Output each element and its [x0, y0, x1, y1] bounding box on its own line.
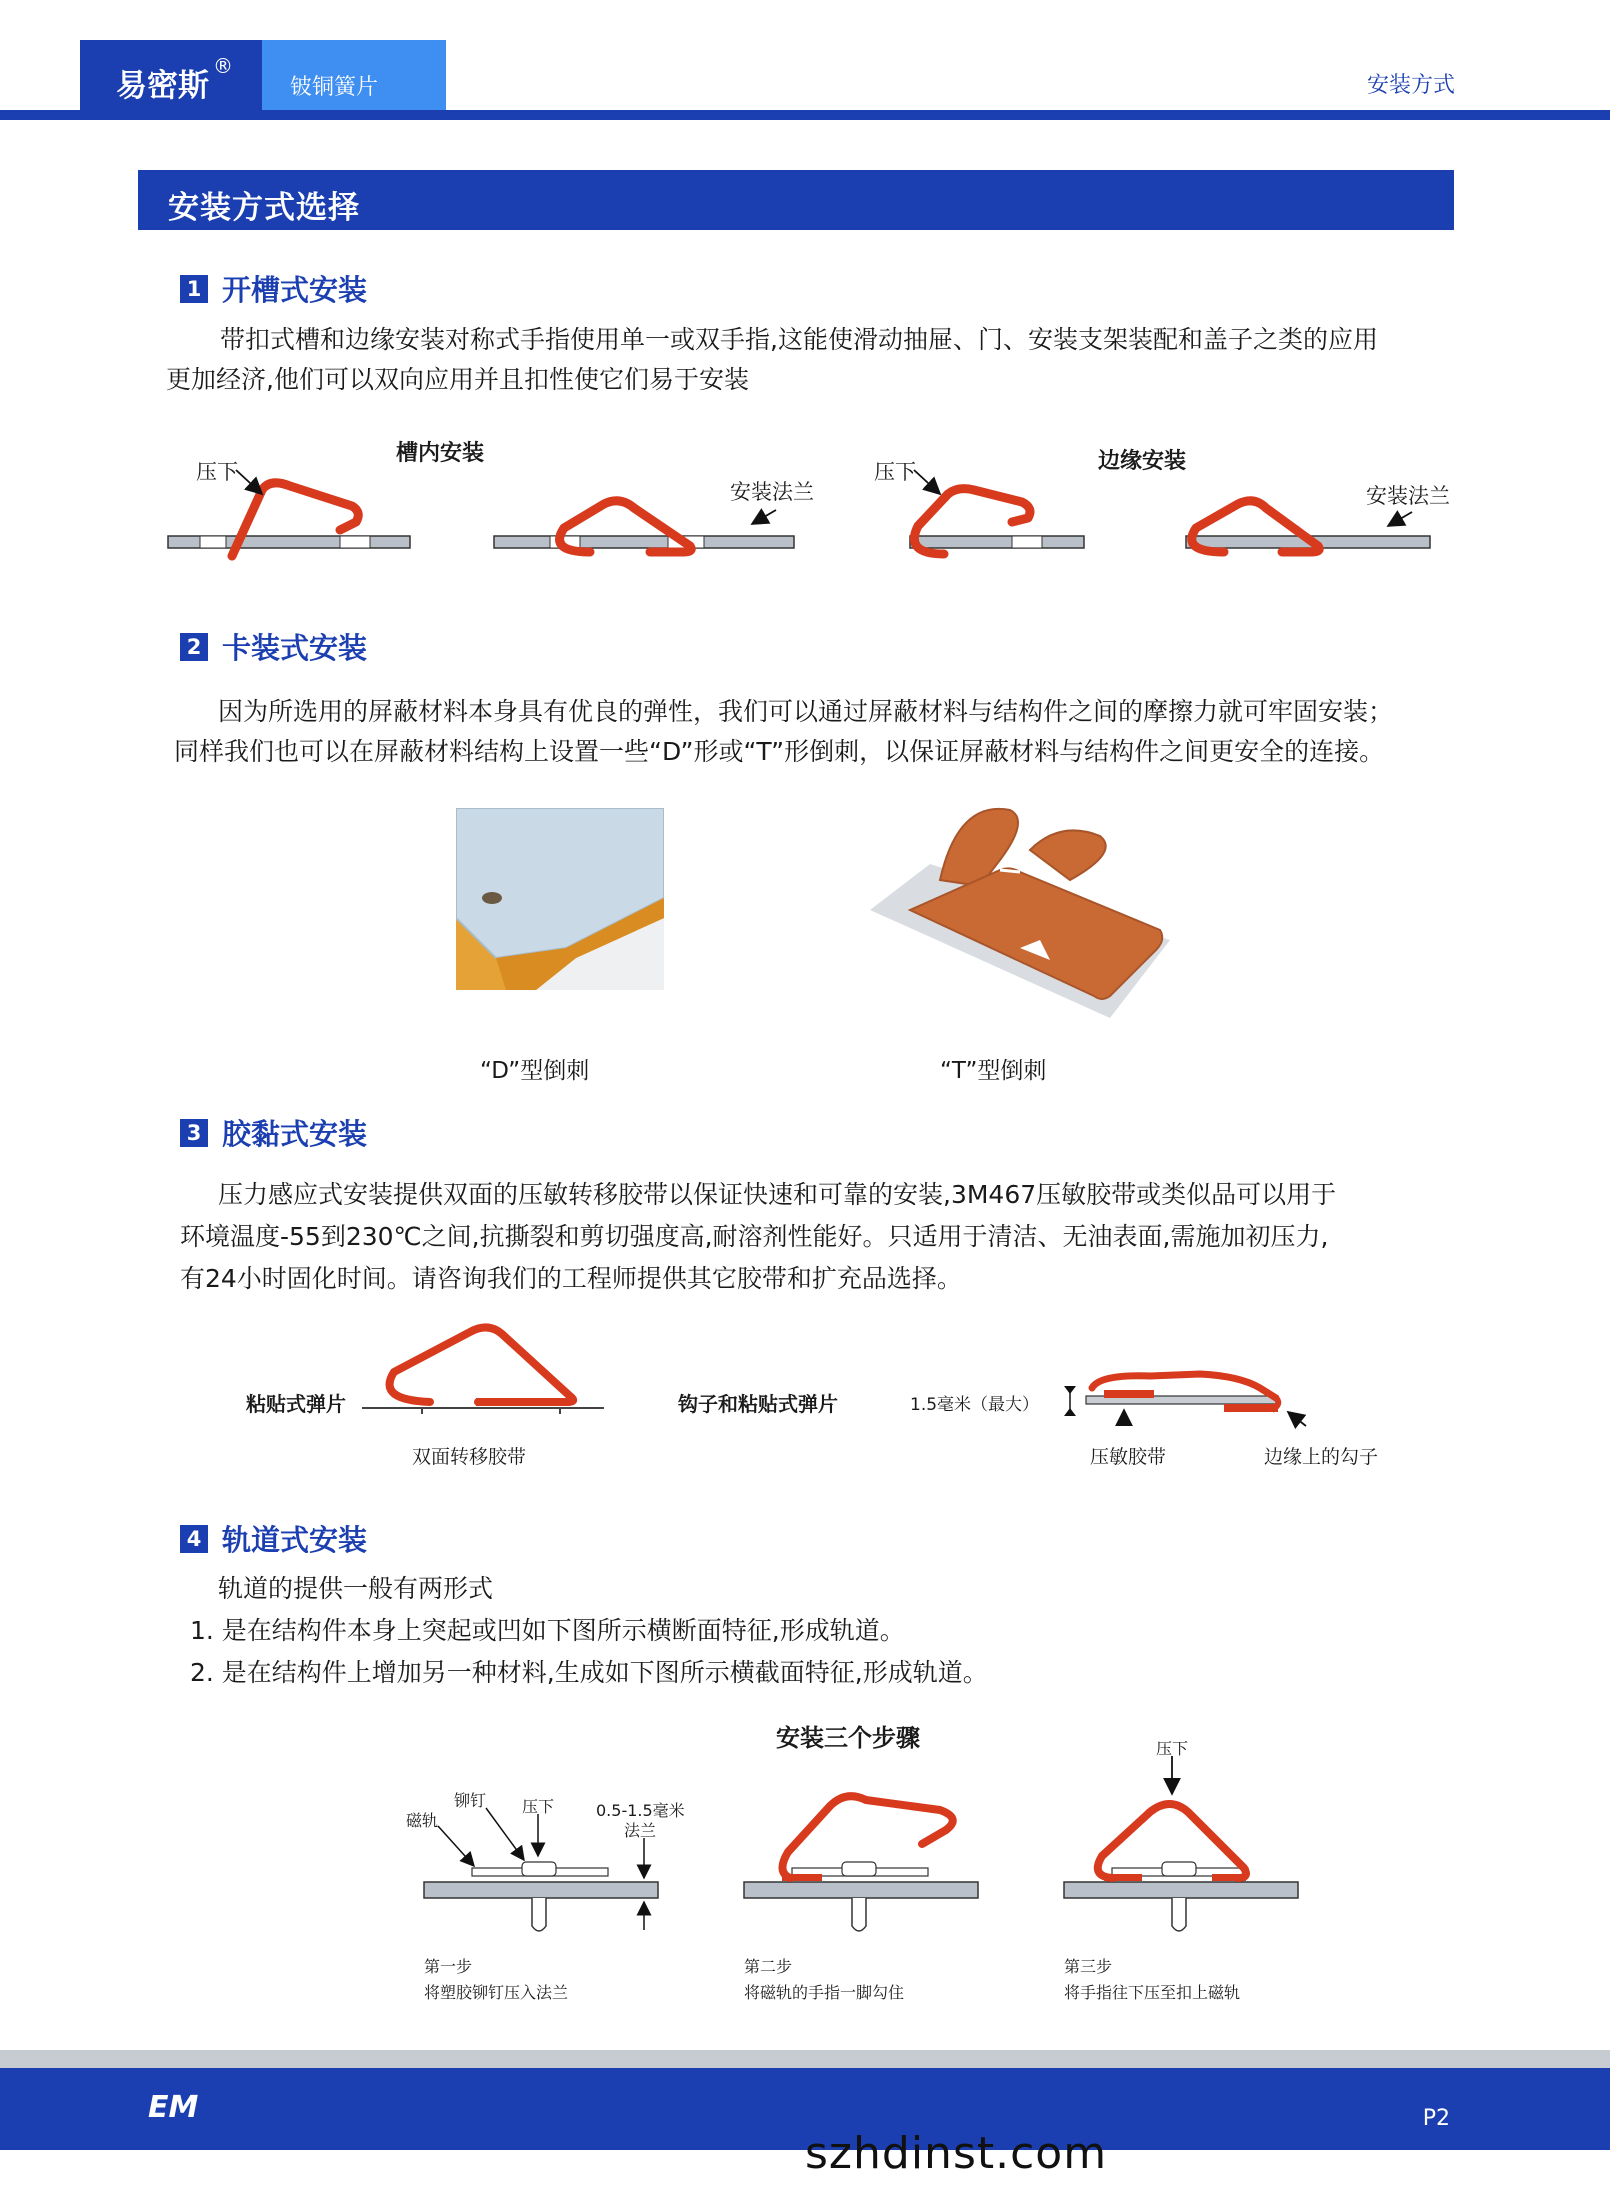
- paragraph-line: 带扣式槽和边缘安装对称式手指使用单一或双手指,这能使滑动抽屉、门、安装支架装配和盖子之类的应用: [220, 325, 1378, 354]
- page-title: 安装方式选择: [138, 170, 1454, 230]
- section-number: 2: [180, 633, 208, 661]
- d-barb-caption: “D”型倒刺: [480, 1058, 590, 1084]
- flange-range-label: 0.5-1.5毫米: [596, 1801, 685, 1820]
- flange-label: 安装法兰: [730, 480, 814, 504]
- press-label: 压下: [874, 460, 916, 484]
- steps-title: 安装三个步骤: [776, 1724, 920, 1752]
- section-number: 1: [180, 275, 208, 303]
- paragraph-line: 同样我们也可以在屏蔽材料结构上设置一些“D”形或“T”形倒刺，以保证屏蔽材料与结构件之间更安全的连接。: [174, 737, 1385, 766]
- step-3-desc: 将手指往下压至扣上磁轨: [1064, 1983, 1241, 2002]
- step-3-label: 第三步: [1064, 1957, 1113, 1976]
- step-2-label: 第二步: [744, 1957, 793, 1976]
- tape-label: 双面转移胶带: [412, 1446, 527, 1468]
- footer-gray-band: [0, 2050, 1610, 2068]
- max-thickness-label: 1.5毫米（最大）: [910, 1395, 1040, 1415]
- flange-label: 安装法兰: [1366, 484, 1450, 508]
- step-1-label: 第一步: [424, 1957, 473, 1976]
- rivet-label: 铆钉: [454, 1791, 487, 1810]
- section-title: 胶黏式安装: [222, 1117, 368, 1151]
- page-number: P2: [1422, 2106, 1450, 2131]
- product-name: 铍铜簧片: [262, 40, 446, 110]
- paragraph-line: 压力感应式安装提供双面的压敏转移胶带以保证快速和可靠的安装,3M467压敏胶带或类似品可以用于: [218, 1180, 1337, 1209]
- section-number: 3: [180, 1119, 208, 1147]
- press-label: 压下: [196, 460, 238, 484]
- paragraph-line: 更加经济,他们可以双向应用并且扣性使它们易于安装: [166, 365, 749, 394]
- paragraph-line: 1. 是在结构件本身上突起或凹如下图所示横断面特征,形成轨道。: [190, 1616, 905, 1645]
- flange-label: 法兰: [624, 1821, 657, 1840]
- hook-adhesive-label: 钩子和粘贴式弹片: [678, 1392, 838, 1416]
- rail-label: 磁轨: [406, 1811, 439, 1830]
- paragraph-line: 轨道的提供一般有两形式: [218, 1574, 494, 1603]
- t-barb-caption: “T”型倒刺: [940, 1058, 1047, 1084]
- watermark: szhdinst.com: [805, 2128, 1108, 2179]
- footer-logo: EM: [148, 2090, 199, 2125]
- press-label: 压下: [1156, 1739, 1189, 1758]
- section-number: 4: [180, 1525, 208, 1553]
- header-section-title: 安装方式: [1366, 73, 1455, 98]
- step-1-desc: 将塑胶铆钉压入法兰: [424, 1983, 569, 2002]
- adhesive-spring-label: 粘贴式弹片: [246, 1392, 346, 1416]
- psa-tape-label: 压敏胶带: [1090, 1446, 1167, 1468]
- paragraph-line: 有24小时固化时间。请咨询我们的工程师提供其它胶带和扩充品选择。: [180, 1264, 962, 1293]
- brand-name: 易密斯: [116, 68, 209, 104]
- section-title: 卡装式安装: [222, 631, 368, 665]
- section-title: 开槽式安装: [222, 273, 368, 307]
- section-title: 轨道式安装: [222, 1523, 368, 1557]
- step-2-desc: 将磁轨的手指一脚勾住: [744, 1983, 905, 2002]
- groove-install-title: 槽内安装: [396, 441, 485, 466]
- paragraph-line: 2. 是在结构件上增加另一种材料,生成如下图所示横截面特征,形成轨道。: [190, 1658, 988, 1687]
- edge-hook-label: 边缘上的勾子: [1264, 1446, 1379, 1468]
- paragraph-line: 因为所选用的屏蔽材料本身具有优良的弹性，我们可以通过屏蔽材料与结构件之间的摩擦力就可牢固安装；: [218, 697, 1394, 726]
- paragraph-line: 环境温度-55到230℃之间,抗撕裂和剪切强度高,耐溶剂性能好。只适用于清洁、无油表面,需施加初压力,: [180, 1222, 1329, 1251]
- edge-install-title: 边缘安装: [1098, 449, 1187, 474]
- registered-mark: ®: [213, 54, 233, 78]
- press-label: 压下: [522, 1797, 555, 1816]
